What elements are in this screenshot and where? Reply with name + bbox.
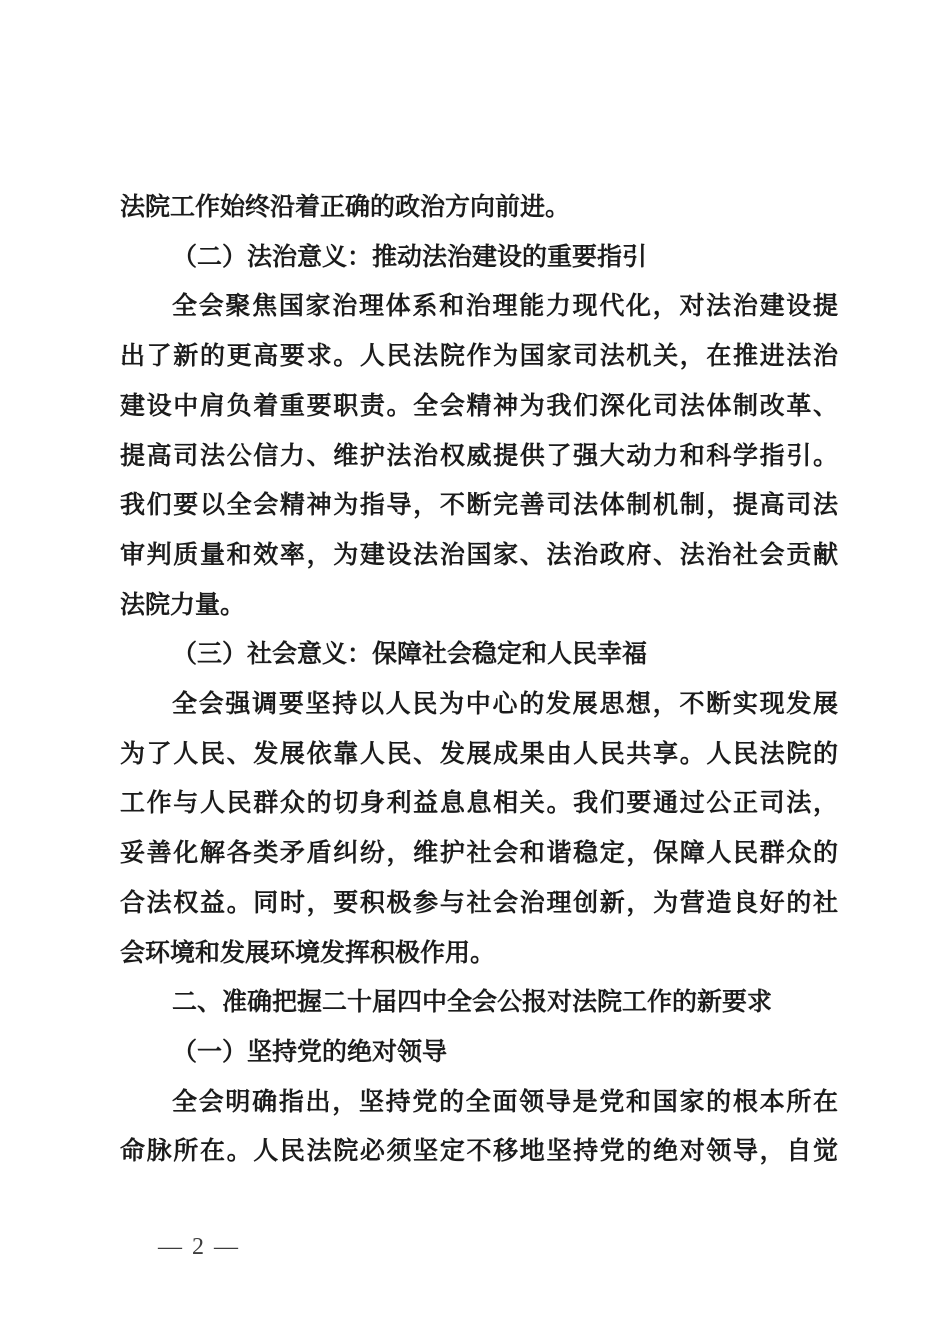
paragraph-line: 为了人民、发展依靠人民、发展成果由人民共享。人民法院的 <box>120 739 838 768</box>
page-number: — 2 — <box>158 1234 240 1260</box>
paragraph-line: 提高司法公信力、维护法治权威提供了强大动力和科学指引。 <box>120 441 838 470</box>
document-body <box>120 183 838 1177</box>
paragraph-line: 出了新的更高要求。人民法院作为国家司法机关，在推进法治 <box>120 342 838 371</box>
section-heading: 二、准确把握二十届四中全会公报对法院工作的新要求 <box>172 988 773 1017</box>
paragraph-line: 命脉所在。人民法院必须坚定不移地坚持党的绝对领导，自觉 <box>120 1137 838 1166</box>
paragraph-line: 合法权益。同时，要积极参与社会治理创新，为营造良好的社 <box>120 888 838 917</box>
paragraph-line: 审判质量和效率，为建设法治国家、法治政府、法治社会贡献 <box>120 540 838 569</box>
paragraph-line: 法院工作始终沿着正确的政治方向前进。 <box>120 193 571 221</box>
subsection-heading: （二）法治意义：推动法治建设的重要指引 <box>172 242 648 271</box>
paragraph-line: 建设中肩负着重要职责。全会精神为我们深化司法体制改革、 <box>120 391 838 420</box>
paragraph-line: 妥善化解各类矛盾纠纷，维护社会和谐稳定，保障人民群众的 <box>120 839 838 868</box>
paragraph-line: 全会明确指出，坚持党的全面领导是党和国家的根本所在 <box>172 1087 838 1116</box>
paragraph-line: 法院力量。 <box>120 590 246 619</box>
paragraph-line: 全会聚焦国家治理体系和治理能力现代化，对法治建设提 <box>172 292 838 321</box>
paragraph-line: 工作与人民群众的切身利益息息相关。我们要通过公正司法， <box>120 789 838 818</box>
paragraph-line: 全会强调要坚持以人民为中心的发展思想，不断实现发展 <box>172 690 838 719</box>
paragraph-line: 我们要以全会精神为指导，不断完善司法体制机制，提高司法 <box>120 491 838 520</box>
paragraph-line: 会环境和发展环境发挥积极作用。 <box>120 938 496 967</box>
subsection-heading: （一）坚持党的绝对领导 <box>172 1037 448 1066</box>
subsection-heading: （三）社会意义：保障社会稳定和人民幸福 <box>172 640 648 669</box>
